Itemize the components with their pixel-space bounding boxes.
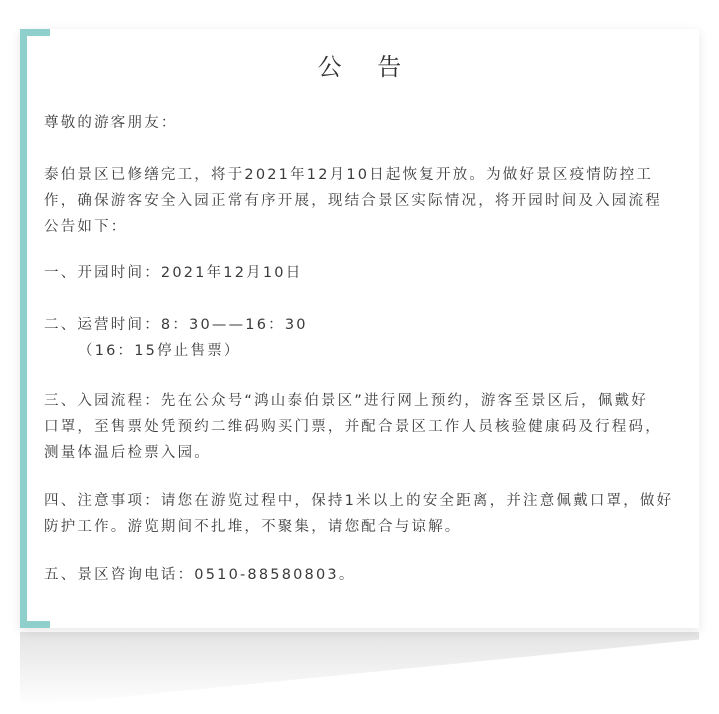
- accent-cap-bottom: [20, 621, 50, 628]
- item-notes-line-2: 防护工作。游览期间不扎堆，不聚集，请您配合与谅解。: [44, 519, 462, 535]
- item-entry-process-line-2: 口罩，至售票处凭预约二维码购买门票，并配合景区工作人员核验健康码及行程码，: [44, 419, 662, 435]
- notice-title: 公 告: [317, 53, 416, 81]
- intro-line-2: 作，确保游客安全入园正常有序开展，现结合景区实际情况，将开园时间及入园流程: [44, 193, 662, 209]
- accent-bar: [20, 29, 27, 628]
- item-entry-process-line-1: 三、入园流程：先在公众号“鸿山泰伯景区”进行网上预约，游客至景区后，佩戴好: [44, 393, 648, 409]
- greeting: 尊敬的游客朋友：: [44, 115, 178, 131]
- intro-line-1: 泰伯景区已修缮完工，将于2021年12月10日起恢复开放。为做好景区疫情防控工: [44, 167, 654, 183]
- item-contact-phone: 五、景区咨询电话：0510-88580803。: [44, 567, 356, 583]
- item-opening-date: 一、开园时间：2021年12月10日: [44, 265, 303, 281]
- intro-line-3: 公告如下：: [44, 219, 128, 235]
- item-operating-hours: 二、运营时间：8：30——16：30: [44, 317, 308, 333]
- item-operating-hours-note: （16：15停止售票）: [78, 343, 241, 359]
- item-notes-line-1: 四、注意事项：请您在游览过程中，保持1米以上的安全距离，并注意佩戴口罩，做好: [44, 493, 674, 509]
- item-entry-process-line-3: 测量体温后检票入园。: [44, 445, 211, 461]
- accent-cap-top: [20, 29, 50, 36]
- card-reflection: [20, 632, 699, 707]
